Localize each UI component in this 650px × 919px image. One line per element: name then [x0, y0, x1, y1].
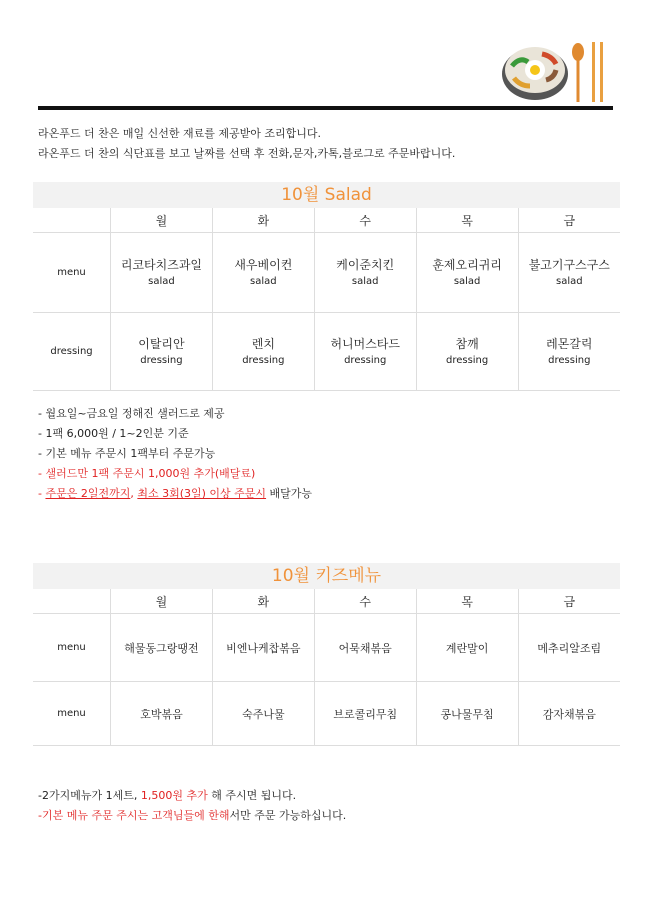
salad-note-4: - 샐러드만 1팩 주문시 1,000원 추가(배달료): [38, 467, 256, 480]
kids-corner-cell: [33, 589, 111, 614]
kids-day-tue: 화: [212, 589, 314, 614]
salad-day-wed: 수: [314, 208, 416, 233]
salad-dressing-cell: [212, 313, 314, 391]
salad-menu-name: 케이준치킨: [336, 257, 395, 272]
kids-menu-row-2: [33, 682, 620, 746]
salad-dressing-cell: [518, 313, 620, 391]
salad-row-label: dressing: [33, 313, 111, 391]
salad-note-5-delivery: 배달가능: [266, 487, 313, 500]
salad-dressing-sub: dressing: [140, 354, 183, 366]
salad-dressing-row: [33, 313, 620, 391]
salad-dressing-cell: [416, 313, 518, 391]
kids-row-label: menu: [33, 614, 111, 682]
kids-note-1-rest: 해 주시면 됩니다.: [207, 789, 297, 802]
kids-table: [33, 589, 620, 746]
salad-dressing-sub: dressing: [445, 354, 489, 366]
salad-row-label: menu: [33, 233, 111, 313]
salad-menu-cell: [314, 233, 416, 313]
salad-dressing-name: 렌치: [251, 336, 275, 351]
salad-menu-row: [33, 233, 620, 313]
salad-dressing-cell: [314, 313, 416, 391]
salad-note-5-minimum: 최소 3회(3일) 이상 주문시: [137, 487, 267, 500]
kids-menu-cell: 비엔나케찹볶음: [212, 614, 314, 682]
kids-day-mon: 월: [111, 589, 213, 614]
salad-menu-cell: [111, 233, 213, 313]
salad-menu-sub: salad: [148, 275, 175, 287]
kids-row-label: menu: [33, 682, 111, 746]
salad-dressing-cell: [111, 313, 213, 391]
kids-menu-cell: 브로콜리무침: [314, 682, 416, 746]
salad-menu-sub: salad: [250, 275, 277, 287]
intro-line-1: 라온푸드 더 찬은 매일 신선한 재료를 제공받아 조리합니다.: [38, 127, 321, 140]
bibimbap-bowl-icon: [500, 40, 570, 102]
salad-note-5-deadline: 주문은 2일전까지: [45, 487, 131, 500]
kids-title-name: 키즈메뉴: [315, 566, 382, 586]
kids-title-month: 10월: [271, 566, 310, 586]
kids-menu-cell: 호박볶음: [111, 682, 213, 746]
salad-dressing-name: 레몬갈릭: [546, 336, 593, 351]
salad-dressing-sub: dressing: [344, 354, 387, 366]
intro-line-2: 라온푸드 더 찬의 식단표를 보고 날짜를 선택 후 전화,문자,카톡,블로그로 주문바랍니다.: [38, 147, 456, 160]
kids-menu-cell: 메추리알조림: [518, 614, 620, 682]
salad-title-month: 10월: [281, 185, 320, 205]
kids-notes: [38, 786, 346, 826]
kids-note-2: [38, 806, 346, 826]
kids-note-2-rest: 서만 주문 가능하십니다.: [229, 809, 347, 822]
salad-dressing-name: 허니머스타드: [330, 336, 400, 351]
salad-menu-cell: [212, 233, 314, 313]
kids-menu-cell: 숙주나물: [212, 682, 314, 746]
salad-dressing-name: 참깨: [455, 336, 479, 351]
salad-day-fri: 금: [518, 208, 620, 233]
salad-notes: [38, 404, 312, 504]
salad-note-2: - 1팩 6,000원 / 1~2인분 기준: [38, 427, 189, 440]
salad-title-bar: [33, 182, 620, 208]
salad-menu-sub: salad: [453, 275, 481, 287]
salad-menu-cell: [518, 233, 620, 313]
salad-day-tue: 화: [212, 208, 314, 233]
salad-dressing-name: 이탈리안: [138, 336, 185, 351]
salad-dressing-sub: dressing: [548, 354, 591, 366]
salad-title-name: Salad: [324, 185, 372, 205]
kids-note-1-set: -2가지메뉴가 1세트,: [38, 789, 141, 802]
salad-menu-name: 리코타치즈과일: [120, 257, 203, 272]
salad-note-5-comma: ,: [130, 487, 138, 500]
kids-menu-cell: 계란말이: [416, 614, 518, 682]
kids-day-fri: 금: [518, 589, 620, 614]
salad-menu-sub: salad: [555, 275, 583, 287]
kids-day-thu: 목: [416, 589, 518, 614]
kids-menu-cell: 해물동그랑땡전: [111, 614, 213, 682]
salad-corner-cell: [33, 208, 111, 233]
salad-table: [33, 208, 620, 391]
header-divider: [38, 106, 613, 110]
kids-menu-cell: 콩나물무침: [416, 682, 518, 746]
salad-menu-name: 불고기구스구스: [528, 257, 610, 272]
kids-menu-cell: 어묵채볶음: [314, 614, 416, 682]
kids-menu-cell: 감자채볶음: [518, 682, 620, 746]
salad-day-thu: 목: [416, 208, 518, 233]
kids-note-1: [38, 786, 346, 806]
salad-menu-name: 훈제오리귀리: [432, 257, 502, 272]
kids-menu-row-1: [33, 614, 620, 682]
kids-note-2-condition: -기본 메뉴 주문 주시는 고객님들에 한해: [38, 809, 230, 822]
salad-header-row: [33, 208, 620, 233]
kids-note-1-price: 1,500원 추가: [140, 789, 208, 802]
spoon-chopsticks-icon: [568, 40, 612, 104]
kids-title-bar: [33, 563, 620, 589]
salad-menu-cell: [416, 233, 518, 313]
kids-header-row: [33, 589, 620, 614]
salad-day-mon: 월: [111, 208, 213, 233]
salad-note-5: [38, 484, 312, 504]
intro-text: [38, 124, 455, 164]
salad-note-1: - 월요일~금요일 정해진 샐러드로 제공: [38, 407, 225, 420]
salad-dressing-sub: dressing: [242, 354, 285, 366]
kids-day-wed: 수: [314, 589, 416, 614]
salad-menu-sub: salad: [351, 275, 379, 287]
salad-note-5-prefix: -: [38, 487, 46, 500]
salad-note-3: - 기본 메뉴 주문시 1팩부터 주문가능: [38, 447, 216, 460]
salad-menu-name: 새우베이컨: [234, 257, 293, 272]
